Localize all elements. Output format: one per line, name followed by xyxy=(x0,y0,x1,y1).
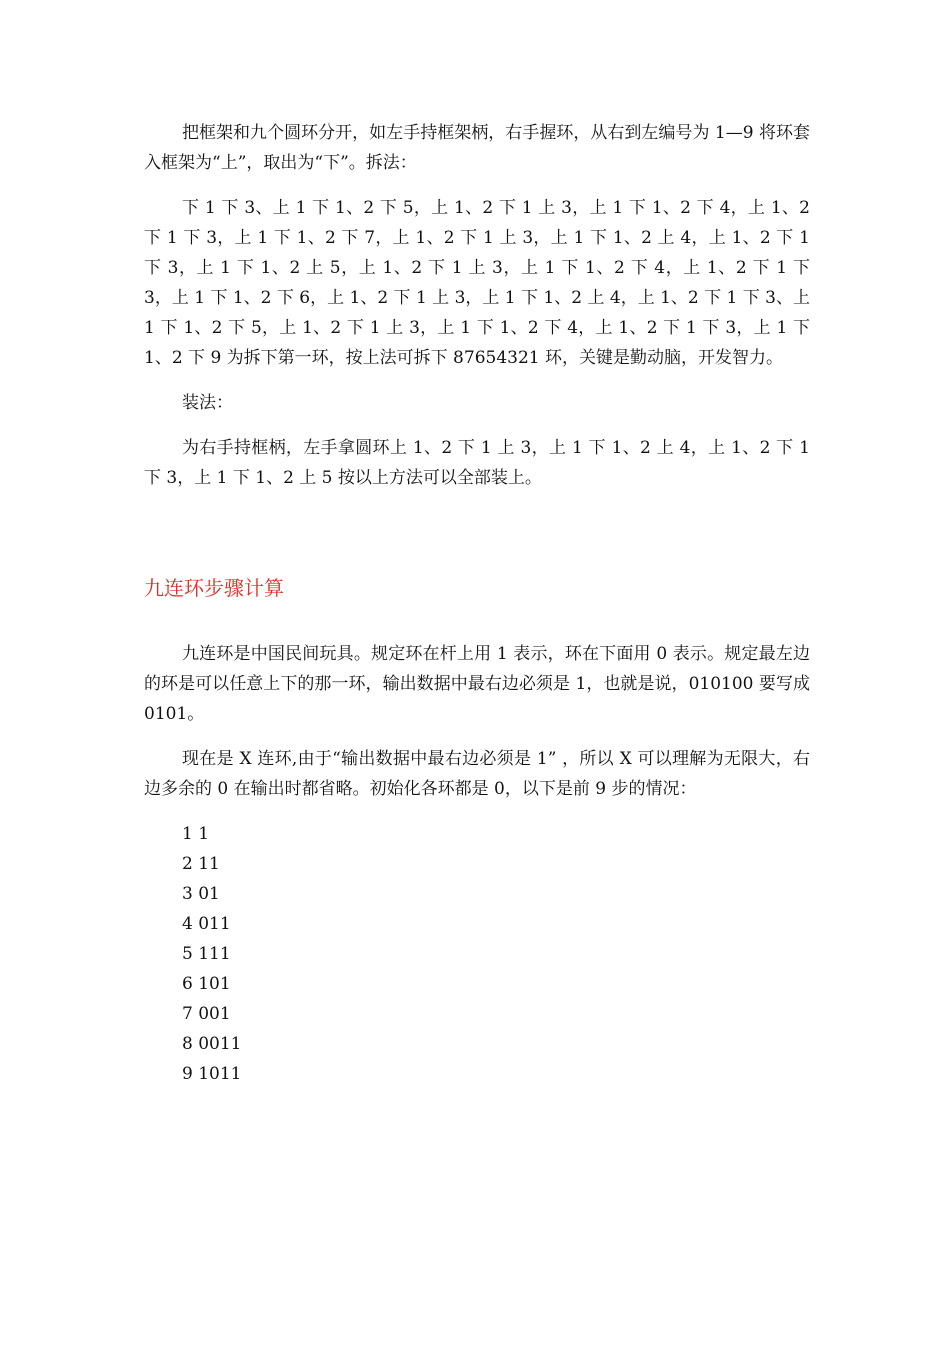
section-heading: 九连环步骤计算 xyxy=(144,576,284,600)
steps-list xyxy=(182,819,810,1089)
list-item: 3 01 xyxy=(182,884,220,904)
assembly-paragraph: 为右手持框柄，左手拿圆环上 1、2 下 1 上 3，上 1 下 1、2 上 4，上 1、2 下 1 下 3，上 1 下 1、2 上 5 按以上方法可以全部装上。 xyxy=(144,438,810,488)
intro-paragraph: 把框架和九个圆环分开，如左手持框架柄，右手握环，从右到左编号为 1—9 将环套入框架为“上”，取出为“下”。拆法： xyxy=(144,123,810,173)
list-item: 1 1 xyxy=(182,824,210,844)
list-item: 7 001 xyxy=(182,1004,231,1024)
list-item: 2 11 xyxy=(182,854,220,874)
x-rings-paragraph: 现在是 X 连环,由于“输出数据中最右边必须是 1” ，所以 X 可以理解为无限大，右边多余的 0 在输出时都省略。初始化各环都是 0，以下是前 9 步的情况： xyxy=(144,749,810,799)
document-body xyxy=(144,118,810,1089)
assembly-label: 装法： xyxy=(182,393,233,413)
rules-paragraph: 九连环是中国民间玩具。规定环在杆上用 1 表示，环在下面用 0 表示。规定最左边的环是可以任意上下的那一环，输出数据中最右边必须是 1，也就是说，010100 要写成 0101。 xyxy=(144,644,810,724)
list-item: 5 111 xyxy=(182,944,231,964)
list-item: 9 1011 xyxy=(182,1064,242,1084)
list-item: 8 0011 xyxy=(182,1034,242,1054)
disassembly-paragraph: 下 1 下 3、上 1 下 1、2 下 5，上 1、2 下 1 上 3，上 1 下 1、2 下 4，上 1、2 下 1 下 3，上 1 下 1、2 下 7，上 1、2 下 1 上 3，上 1 下 1、2 上 4，上 1、2 下 1 下 3，上 1 下 1、2 上 5，上 1、2 下 1 上 3，上 1 下 1、2 下 4，上 1、2 下 1 下 3，上 1 下 1、2 下 6，上 1、2 下 1 上 3，上 1 下 1、2 上 4，上 1、2 下 1 下 3、上 1 下 1、2 下 5，上 1、2 下 1 上 3，上 1 下 1、2 下 4，上 1、2 下 1 下 3，上 1 下 1、2 下 9 为拆下第一环，按上法可拆下 87654321 环，关键是勤动脑，开发智力。 xyxy=(144,198,810,368)
list-item: 6 101 xyxy=(182,974,231,994)
list-item: 4 011 xyxy=(182,914,231,934)
